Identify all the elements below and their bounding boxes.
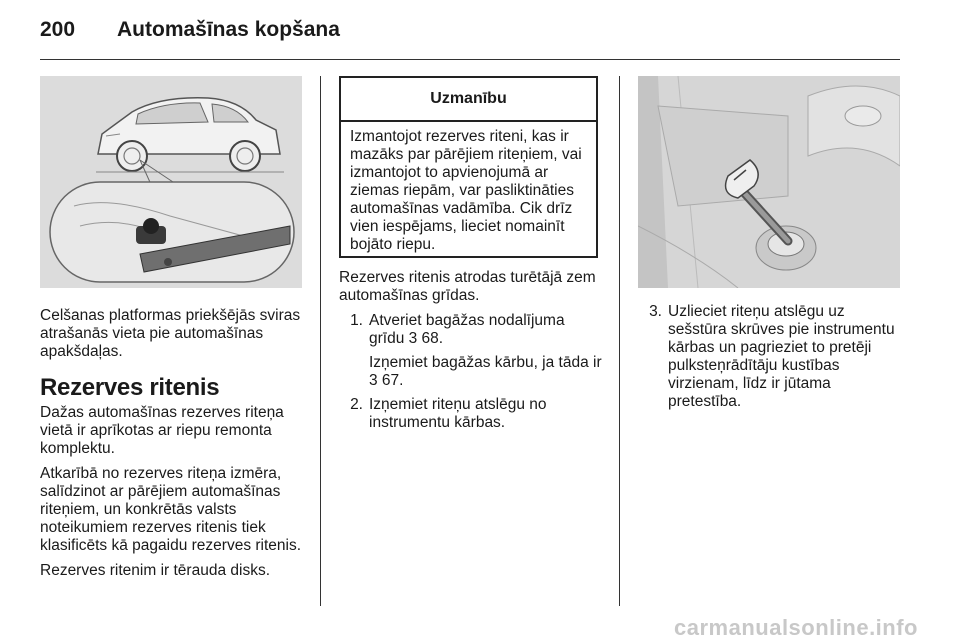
- warning-box: [339, 76, 598, 258]
- list-item: [339, 312, 604, 390]
- section-heading: Rezerves ritenis: [40, 374, 220, 401]
- steps-list: [638, 303, 900, 411]
- step-text: Uzlieciet riteņu atslēgu uz sešstūra skrūves pie instrumentu kārbas un pagrieziet to pretēji pulksteņrādītāju kustības virzienam, līdz ir jūtama pretestība.: [668, 303, 895, 410]
- paragraph: Dažas automašīnas rezerves riteņa vietā ir aprīkotas ar riepu remonta komplektu.: [40, 404, 284, 457]
- paragraph: Rezerves ritenim ir tērauda disks.: [40, 562, 270, 579]
- paragraph: Atkarībā no rezerves riteņa izmēra, salīdzinot ar pārējiem automašīnas riteņiem, un konkrētās valsts noteikumiem rezerves ritenis tiek klasificēts kā pagaidu rezerves ritenis.: [40, 465, 302, 554]
- step-number: 3.: [649, 303, 662, 320]
- step-number: 1.: [350, 312, 363, 329]
- list-item: [339, 396, 604, 432]
- watermark: carmanualsonline.info: [674, 615, 918, 640]
- step-subtext: Izņemiet bagāžas kārbu, ja tāda ir 3 67.: [369, 354, 602, 389]
- step-text: Atveriet bagāžas nodalījuma grīdu 3 68.: [369, 312, 565, 347]
- list-item: [638, 303, 900, 411]
- steps-list: [339, 312, 604, 432]
- car-illustration: [40, 76, 302, 288]
- paragraph: Rezerves ritenis atrodas turētājā zem automašīnas grīdas.: [339, 269, 596, 304]
- figure-caption: Celšanas platformas priekšējās sviras atrašanās vieta pie automašīnas apakšdaļas.: [40, 307, 301, 360]
- header-rule: [40, 59, 900, 60]
- page-title: Automašīnas kopšana: [117, 18, 340, 41]
- wheel-wrench-illustration: [638, 76, 900, 288]
- warning-body: Izmantojot rezerves riteni, kas ir mazāks par pārējiem riteņiem, vai izmantojot to apvienojumā ar ziemas riepām, var pasliktināties automašīnas vadāmība. Cik drīz vien iespējams, lieciet nomainīt bojāto riepu.: [350, 128, 582, 253]
- column-divider-2: [619, 76, 620, 606]
- wrench-figure: [638, 76, 900, 288]
- warning-title: Uzmanību: [341, 78, 596, 122]
- step-text: Izņemiet riteņu atslēgu no instrumentu kārbas.: [369, 396, 547, 431]
- column-divider-1: [320, 76, 321, 606]
- page-number: 200: [40, 18, 76, 41]
- car-jack-figure: [40, 76, 302, 288]
- step-number: 2.: [350, 396, 363, 413]
